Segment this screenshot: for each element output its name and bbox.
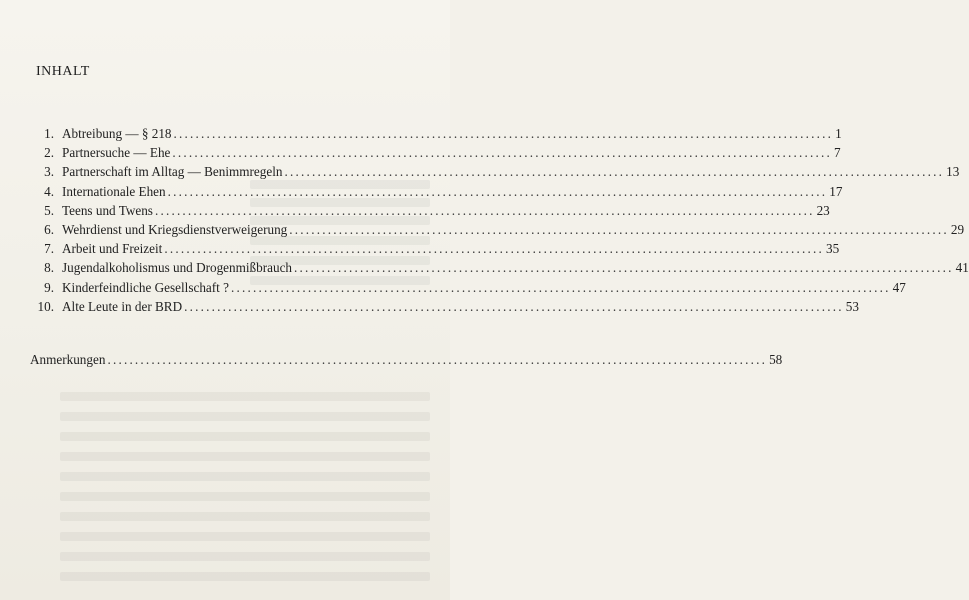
toc-entry-title: Wehrdienst und Kriegsdienstverweigerung	[62, 221, 288, 237]
toc-entry-number: 8.	[44, 260, 54, 276]
toc-entry[interactable]	[30, 124, 842, 143]
toc-entry[interactable]	[30, 182, 843, 201]
toc-entry-number: 1.	[44, 126, 54, 141]
toc-appendix-entry[interactable]	[30, 350, 783, 369]
table-of-contents	[30, 124, 969, 316]
toc-entry-page: 13	[946, 164, 960, 180]
dot-leader: ........................................................................................................................	[294, 260, 954, 276]
toc-entry-page: 47	[892, 279, 906, 295]
toc-entry[interactable]	[30, 162, 960, 181]
toc-entry-page: 1	[835, 126, 842, 141]
toc-entry[interactable]	[30, 278, 906, 297]
toc-entry-number: 7.	[44, 241, 54, 257]
toc-entry-title: Abtreibung — § 218	[62, 126, 172, 141]
toc-entry[interactable]	[30, 143, 841, 162]
toc-entry[interactable]	[30, 220, 965, 239]
toc-entry-number: 10.	[37, 298, 54, 314]
dot-leader: ........................................................................................................................	[172, 145, 833, 161]
toc-entry[interactable]	[30, 201, 830, 220]
toc-entry-title: Internationale Ehen	[62, 183, 166, 199]
dot-leader: ........................................................................................................................	[230, 279, 891, 295]
dot-leader: ........................................................................................................................	[107, 352, 768, 367]
toc-entry-title: Jugendalkoholismus und Drogenmißbrauch	[62, 260, 293, 276]
dot-leader: ........................................................................................................................	[284, 164, 945, 180]
toc-entry-number: 6.	[44, 221, 54, 237]
toc-entry-title: Partnerschaft im Alltag — Benimmregeln	[62, 164, 283, 180]
toc-entry-page: 23	[816, 202, 830, 218]
toc-entry-page: 29	[950, 221, 965, 237]
dot-leader: ........................................................................................................................	[167, 183, 828, 199]
toc-entry-page: 35	[825, 241, 840, 257]
toc-entry[interactable]	[30, 297, 859, 316]
toc-entry[interactable]	[30, 258, 969, 277]
toc-entry-page: 17	[829, 183, 843, 199]
toc-entry-page: 41	[955, 260, 969, 276]
toc-appendix-page: 58	[769, 352, 783, 367]
toc-entry[interactable]	[30, 239, 840, 258]
dot-leader: ........................................................................................................................	[154, 202, 815, 218]
toc-entry-page: 7	[834, 145, 841, 161]
dot-leader: ........................................................................................................................	[164, 241, 824, 257]
toc-entry-number: 9.	[44, 279, 54, 295]
toc-entry-title: Kinderfeindliche Gesellschaft ?	[62, 279, 229, 295]
toc-entry-title: Teens und Twens	[62, 202, 153, 218]
toc-entry-number: 3.	[44, 164, 54, 180]
toc-entry-number: 5.	[44, 202, 54, 218]
page-title: INHALT	[36, 64, 90, 79]
toc-entry-title: Arbeit und Freizeit	[62, 241, 163, 257]
toc-appendix-title: Anmerkungen	[30, 352, 106, 367]
toc-entry-number: 4.	[44, 183, 54, 199]
dot-leader: ........................................................................................................................	[184, 298, 844, 314]
toc-entry-title: Partnersuche — Ehe	[62, 145, 171, 161]
dot-leader: ........................................................................................................................	[173, 126, 834, 141]
dot-leader: ........................................................................................................................	[289, 221, 949, 237]
toc-entry-title: Alte Leute in der BRD	[62, 298, 183, 314]
toc-entry-number: 2.	[44, 145, 54, 161]
toc-entry-page: 53	[845, 298, 859, 314]
